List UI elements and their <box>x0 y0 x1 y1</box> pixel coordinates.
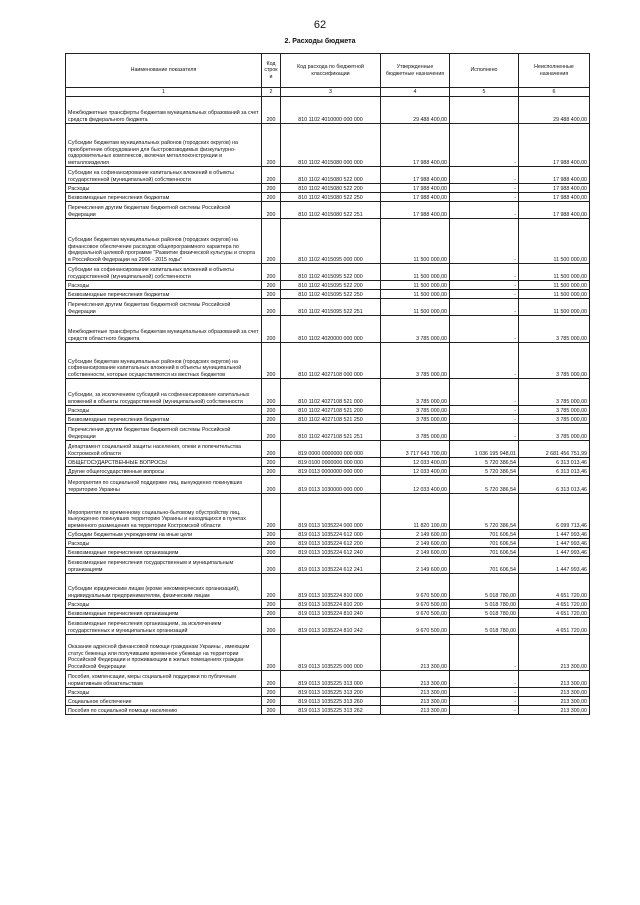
cell-approved: 3 785 000,00 <box>381 343 450 379</box>
cell-line-code: 200 <box>262 415 281 424</box>
header-classification-code: Код расхода по бюджетной классификации <box>281 54 381 88</box>
cell-approved: 9 670 500,00 <box>381 574 450 600</box>
table-row <box>66 316 590 343</box>
cell-classification-code: 819 0100 0000000 000 000 <box>281 458 381 467</box>
table-row <box>66 415 590 424</box>
cell-indicator-name: Расходы <box>66 600 262 609</box>
cell-indicator-name: Социальное обеспечение <box>66 697 262 706</box>
cell-classification-code: 819 0113 1035224 810 200 <box>281 600 381 609</box>
cell-approved: 17 988 400,00 <box>381 124 450 167</box>
cell-classification-code: 810 1102 4027108 521 251 <box>281 424 381 441</box>
cell-approved: 3 717 643 700,00 <box>381 441 450 458</box>
table-row <box>66 688 590 697</box>
cell-classification-code: 819 0113 1035225 000 000 <box>281 635 381 671</box>
cell-line-code: 200 <box>262 202 281 219</box>
cell-unexecuted: 1 447 993,46 <box>519 530 590 539</box>
cell-approved: 2 149 600,00 <box>381 557 450 574</box>
cell-executed: - <box>450 316 519 343</box>
cell-classification-code: 810 1102 4015095 000 000 <box>281 219 381 264</box>
cell-line-code: 200 <box>262 316 281 343</box>
cell-classification-code: 819 0113 1035225 313 262 <box>281 706 381 715</box>
cell-executed: 5 018 780,00 <box>450 600 519 609</box>
cell-approved: 3 785 000,00 <box>381 424 450 441</box>
cell-unexecuted: 3 785 000,00 <box>519 415 590 424</box>
cell-classification-code: 810 1102 4027108 521 250 <box>281 415 381 424</box>
cell-line-code: 200 <box>262 193 281 202</box>
table-row <box>66 184 590 193</box>
cell-unexecuted: 4 651 720,00 <box>519 618 590 635</box>
table-row <box>66 530 590 539</box>
cell-unexecuted: 17 988 400,00 <box>519 167 590 184</box>
cell-unexecuted: 3 785 000,00 <box>519 406 590 415</box>
cell-unexecuted: 6 313 013,46 <box>519 467 590 476</box>
table-row <box>66 379 590 406</box>
cell-classification-code: 810 1102 4015080 000 000 <box>281 124 381 167</box>
cell-approved: 213 300,00 <box>381 635 450 671</box>
header-executed: Исполнено <box>450 54 519 88</box>
cell-executed <box>450 97 519 124</box>
table-row <box>66 476 590 494</box>
cell-indicator-name: Пособия, компенсации, меры социальной поддержки по публичным нормативным обязательствам <box>66 671 262 688</box>
cell-unexecuted: 3 785 000,00 <box>519 379 590 406</box>
cell-indicator-name: Департамент социальной защиты населения, опеки и попечительства Костромской области <box>66 441 262 458</box>
cell-approved: 3 785 000,00 <box>381 379 450 406</box>
cell-classification-code: 819 0113 0000000 000 000 <box>281 467 381 476</box>
cell-executed: - <box>450 635 519 671</box>
cell-unexecuted: 11 500 000,00 <box>519 281 590 290</box>
cell-executed: 701 606,54 <box>450 548 519 557</box>
cell-line-code: 200 <box>262 706 281 715</box>
cell-indicator-name: Перечисления другим бюджетам бюджетной системы Российской Федерации <box>66 424 262 441</box>
header-indicator-name: Наименование показателя <box>66 54 262 88</box>
cell-classification-code: 810 1102 4015080 522 000 <box>281 167 381 184</box>
cell-line-code: 200 <box>262 557 281 574</box>
cell-indicator-name: Расходы <box>66 281 262 290</box>
table-row <box>66 202 590 219</box>
cell-indicator-name: Безвозмездные перечисления организациям <box>66 548 262 557</box>
cell-approved: 12 033 400,00 <box>381 458 450 467</box>
cell-executed: - <box>450 343 519 379</box>
cell-indicator-name: Субсидии на софинансирование капитальных вложений в объекты государственной (муниципальной) собственности <box>66 167 262 184</box>
cell-indicator-name: Безвозмездные перечисления организациям <box>66 609 262 618</box>
cell-line-code: 200 <box>262 671 281 688</box>
cell-approved: 11 500 000,00 <box>381 290 450 299</box>
cell-line-code: 200 <box>262 635 281 671</box>
cell-executed: 5 720 386,54 <box>450 458 519 467</box>
cell-indicator-name: Расходы <box>66 406 262 415</box>
cell-unexecuted: 2 681 456 751,99 <box>519 441 590 458</box>
cell-approved: 9 670 500,00 <box>381 609 450 618</box>
cell-executed: - <box>450 167 519 184</box>
cell-unexecuted: 11 500 000,00 <box>519 219 590 264</box>
cell-executed: - <box>450 415 519 424</box>
cell-approved: 2 149 600,00 <box>381 530 450 539</box>
cell-line-code: 200 <box>262 424 281 441</box>
cell-executed: - <box>450 281 519 290</box>
table-row <box>66 458 590 467</box>
cell-line-code: 200 <box>262 343 281 379</box>
table-row <box>66 124 590 167</box>
cell-executed: 5 018 780,00 <box>450 574 519 600</box>
cell-unexecuted: 29 488 400,00 <box>519 97 590 124</box>
header-unexecuted: Неисполненные назначения <box>519 54 590 88</box>
cell-classification-code: 819 0113 1035224 612 000 <box>281 530 381 539</box>
cell-line-code: 200 <box>262 618 281 635</box>
cell-line-code: 200 <box>262 548 281 557</box>
cell-line-code: 200 <box>262 476 281 494</box>
cell-executed: 5 720 386,54 <box>450 467 519 476</box>
table-row <box>66 618 590 635</box>
cell-approved: 213 300,00 <box>381 697 450 706</box>
cell-approved: 3 785 000,00 <box>381 406 450 415</box>
cell-approved: 17 988 400,00 <box>381 167 450 184</box>
cell-indicator-name: Субсидии бюджетным учреждениям на иные цели <box>66 530 262 539</box>
table-row <box>66 281 590 290</box>
cell-classification-code: 810 1102 4015095 522 251 <box>281 299 381 316</box>
cell-indicator-name: Безвозмездные перечисления бюджетам <box>66 193 262 202</box>
table-header <box>66 54 590 97</box>
cell-line-code: 200 <box>262 97 281 124</box>
cell-classification-code: 819 0113 1030000 000 000 <box>281 476 381 494</box>
cell-classification-code: 810 1102 4015080 522 200 <box>281 184 381 193</box>
cell-approved: 2 149 600,00 <box>381 548 450 557</box>
cell-classification-code: 819 0113 1035225 313 260 <box>281 697 381 706</box>
cell-unexecuted: 213 300,00 <box>519 706 590 715</box>
cell-unexecuted: 1 447 993,46 <box>519 548 590 557</box>
cell-classification-code: 819 0113 1035224 612 200 <box>281 539 381 548</box>
table-row <box>66 574 590 600</box>
table-row <box>66 600 590 609</box>
cell-executed: 701 606,54 <box>450 539 519 548</box>
cell-classification-code: 819 0113 1035224 612 241 <box>281 557 381 574</box>
cell-classification-code: 810 1102 4015095 522 250 <box>281 290 381 299</box>
cell-classification-code: 810 1102 4027108 521 200 <box>281 406 381 415</box>
cell-line-code: 200 <box>262 494 281 530</box>
cell-executed: - <box>450 124 519 167</box>
header-line-code: Код строк и <box>262 54 281 88</box>
cell-indicator-name: Расходы <box>66 688 262 697</box>
cell-line-code: 200 <box>262 167 281 184</box>
cell-approved: 12 033 400,00 <box>381 476 450 494</box>
cell-approved: 12 033 400,00 <box>381 467 450 476</box>
cell-line-code: 200 <box>262 264 281 281</box>
table-row <box>66 97 590 124</box>
cell-indicator-name: Межбюджетные трансферты бюджетам муниципальных образований за счет средств федерального бюджета <box>66 97 262 124</box>
table-row <box>66 424 590 441</box>
cell-executed: 701 606,54 <box>450 557 519 574</box>
cell-executed: - <box>450 671 519 688</box>
cell-classification-code: 810 1102 4015095 522 000 <box>281 264 381 281</box>
cell-indicator-name: Субсидии на софинансирование капитальных вложений в объекты государственной (муниципальной) собственности <box>66 264 262 281</box>
cell-approved: 213 300,00 <box>381 706 450 715</box>
cell-indicator-name: Пособия по социальной помощи населению <box>66 706 262 715</box>
cell-approved: 17 988 400,00 <box>381 184 450 193</box>
table-row <box>66 494 590 530</box>
cell-indicator-name: Другие общегосударственные вопросы <box>66 467 262 476</box>
cell-unexecuted: 213 300,00 <box>519 635 590 671</box>
cell-approved: 17 988 400,00 <box>381 193 450 202</box>
cell-classification-code: 819 0113 1035225 313 200 <box>281 688 381 697</box>
column-number: 3 <box>281 88 381 97</box>
table-row <box>66 671 590 688</box>
cell-unexecuted: 4 651 720,00 <box>519 574 590 600</box>
column-number-row <box>66 88 590 97</box>
cell-executed: - <box>450 697 519 706</box>
cell-classification-code: 819 0113 1035224 612 240 <box>281 548 381 557</box>
cell-classification-code: 810 1102 4020000 000 000 <box>281 316 381 343</box>
cell-approved: 2 149 600,00 <box>381 539 450 548</box>
cell-unexecuted: 11 500 000,00 <box>519 299 590 316</box>
cell-executed: - <box>450 299 519 316</box>
cell-approved: 11 500 000,00 <box>381 281 450 290</box>
cell-classification-code: 819 0113 1035224 000 000 <box>281 494 381 530</box>
cell-indicator-name: Оказание адресной финансовой помощи гражданам Украины , имеющим статус беженца или получившим временное убежище на территории Российской Федерации и проживающим в жилых помещениях граждан Российской Федерации <box>66 635 262 671</box>
table-row <box>66 299 590 316</box>
table-row <box>66 635 590 671</box>
table-row <box>66 548 590 557</box>
cell-line-code: 200 <box>262 219 281 264</box>
cell-unexecuted: 17 988 400,00 <box>519 193 590 202</box>
cell-line-code: 200 <box>262 530 281 539</box>
cell-line-code: 200 <box>262 406 281 415</box>
cell-executed: - <box>450 424 519 441</box>
cell-unexecuted: 213 300,00 <box>519 671 590 688</box>
cell-indicator-name: Безвозмездные перечисления государственным и муниципальным организациям <box>66 557 262 574</box>
column-number: 5 <box>450 88 519 97</box>
table-row <box>66 219 590 264</box>
table-row <box>66 557 590 574</box>
cell-unexecuted: 6 313 013,46 <box>519 476 590 494</box>
table-body <box>66 97 590 715</box>
cell-approved: 213 300,00 <box>381 671 450 688</box>
expenditure-table <box>65 53 590 715</box>
cell-line-code: 200 <box>262 609 281 618</box>
cell-classification-code: 810 1102 4010000 000 000 <box>281 97 381 124</box>
column-number: 1 <box>66 88 262 97</box>
table-row <box>66 343 590 379</box>
table-row <box>66 706 590 715</box>
cell-indicator-name: Субсидии, за исключением субсидий на софинансирование капитальных вложений в объекты государственной (муниципальной) собственности <box>66 379 262 406</box>
cell-line-code: 200 <box>262 688 281 697</box>
cell-unexecuted: 17 988 400,00 <box>519 202 590 219</box>
cell-indicator-name: Межбюджетные трансферты бюджетам муниципальных образований за счет средств областного бюджета <box>66 316 262 343</box>
cell-approved: 9 670 500,00 <box>381 618 450 635</box>
cell-unexecuted: 1 447 993,46 <box>519 557 590 574</box>
header-row <box>66 54 590 88</box>
cell-unexecuted: 11 500 000,00 <box>519 264 590 281</box>
cell-executed: - <box>450 184 519 193</box>
cell-indicator-name: Субсидии юридическим лицам (кроме некоммерческих организаций), индивидуальным предпринимателям, физическим лицам <box>66 574 262 600</box>
table-row <box>66 193 590 202</box>
cell-approved: 11 500 000,00 <box>381 219 450 264</box>
cell-line-code: 200 <box>262 290 281 299</box>
cell-indicator-name: Безвозмездные перечисления бюджетам <box>66 415 262 424</box>
cell-approved: 11 820 100,00 <box>381 494 450 530</box>
cell-executed: - <box>450 706 519 715</box>
cell-executed: - <box>450 290 519 299</box>
cell-line-code: 200 <box>262 697 281 706</box>
cell-line-code: 200 <box>262 124 281 167</box>
cell-unexecuted: 3 785 000,00 <box>519 316 590 343</box>
cell-line-code: 200 <box>262 379 281 406</box>
cell-classification-code: 810 1102 4027108 521 000 <box>281 379 381 406</box>
cell-indicator-name: Субсидии бюджетам муниципальных районов (городских округов) на финансовое обеспечение расходов общепрограммного характера по федеральной целевой программе "Развитие физической культуры и спорта в Российской Федерации на 2006 - 2015 годы" <box>66 219 262 264</box>
cell-classification-code: 819 0113 1035225 313 000 <box>281 671 381 688</box>
table-row <box>66 697 590 706</box>
cell-unexecuted: 11 500 000,00 <box>519 290 590 299</box>
cell-approved: 17 988 400,00 <box>381 202 450 219</box>
cell-executed: 5 018 780,00 <box>450 618 519 635</box>
cell-executed: - <box>450 202 519 219</box>
cell-indicator-name: Безвозмездные перечисления организациям, за исключением государственных и муниципальных организаций <box>66 618 262 635</box>
cell-executed: - <box>450 379 519 406</box>
cell-classification-code: 819 0113 1035224 810 240 <box>281 609 381 618</box>
cell-indicator-name: Расходы <box>66 184 262 193</box>
cell-unexecuted: 213 300,00 <box>519 697 590 706</box>
cell-line-code: 200 <box>262 600 281 609</box>
cell-executed: - <box>450 219 519 264</box>
cell-unexecuted: 17 988 400,00 <box>519 124 590 167</box>
cell-unexecuted: 4 651 720,00 <box>519 600 590 609</box>
cell-indicator-name: Безвозмездные перечисления бюджетам <box>66 290 262 299</box>
table-row <box>66 539 590 548</box>
cell-indicator-name: Субсидии бюджетам муниципальных районов (городских округов) на приобретение оборудования для быстровозводимых физкультурно-оздоровительных комплексов, включая металлоконструкции и металлоизделия <box>66 124 262 167</box>
cell-line-code: 200 <box>262 467 281 476</box>
cell-unexecuted: 3 785 000,00 <box>519 343 590 379</box>
cell-unexecuted: 3 785 000,00 <box>519 424 590 441</box>
table-row <box>66 609 590 618</box>
cell-line-code: 200 <box>262 281 281 290</box>
column-number: 2 <box>262 88 281 97</box>
cell-executed: - <box>450 406 519 415</box>
cell-line-code: 200 <box>262 441 281 458</box>
cell-unexecuted: 1 447 993,46 <box>519 539 590 548</box>
table-row <box>66 167 590 184</box>
cell-unexecuted: 6 313 013,46 <box>519 458 590 467</box>
cell-approved: 3 785 000,00 <box>381 415 450 424</box>
table-row <box>66 467 590 476</box>
cell-line-code: 200 <box>262 539 281 548</box>
cell-executed: - <box>450 264 519 281</box>
section-title: 2. Расходы бюджета <box>284 38 356 45</box>
cell-classification-code: 810 1102 4015095 522 200 <box>281 281 381 290</box>
cell-indicator-name: ОБЩЕГОСУДАРСТВЕННЫЕ ВОПРОСЫ <box>66 458 262 467</box>
cell-classification-code: 810 1102 4015080 522 250 <box>281 193 381 202</box>
cell-indicator-name: Мероприятия по социальной поддержке лиц, вынужденно покинувших территорию Украины <box>66 476 262 494</box>
cell-unexecuted: 213 300,00 <box>519 688 590 697</box>
table-row <box>66 441 590 458</box>
cell-classification-code: 819 0113 1035224 810 000 <box>281 574 381 600</box>
cell-approved: 29 488 400,00 <box>381 97 450 124</box>
cell-approved: 11 500 000,00 <box>381 264 450 281</box>
cell-executed: - <box>450 688 519 697</box>
column-number: 4 <box>381 88 450 97</box>
cell-line-code: 200 <box>262 458 281 467</box>
cell-indicator-name: Расходы <box>66 539 262 548</box>
cell-unexecuted: 17 988 400,00 <box>519 184 590 193</box>
table-row <box>66 290 590 299</box>
cell-line-code: 200 <box>262 574 281 600</box>
cell-executed: 5 720 386,54 <box>450 476 519 494</box>
cell-executed: 5 018 780,00 <box>450 609 519 618</box>
cell-approved: 213 300,00 <box>381 688 450 697</box>
cell-indicator-name: Перечисления другим бюджетам бюджетной системы Российской Федерации <box>66 202 262 219</box>
cell-approved: 11 500 000,00 <box>381 299 450 316</box>
cell-line-code: 200 <box>262 299 281 316</box>
cell-executed: - <box>450 193 519 202</box>
cell-executed: 5 720 386,54 <box>450 494 519 530</box>
page-number: 62 <box>313 19 327 31</box>
cell-executed: 701 606,54 <box>450 530 519 539</box>
cell-classification-code: 819 0113 1035224 810 242 <box>281 618 381 635</box>
cell-approved: 3 785 000,00 <box>381 316 450 343</box>
cell-indicator-name: Перечисления другим бюджетам бюджетной системы Российской Федерации <box>66 299 262 316</box>
cell-executed: 1 036 195 948,01 <box>450 441 519 458</box>
table-row <box>66 264 590 281</box>
cell-classification-code: 810 1102 4015080 522 251 <box>281 202 381 219</box>
cell-unexecuted: 4 651 720,00 <box>519 609 590 618</box>
cell-approved: 9 670 500,00 <box>381 600 450 609</box>
table-row <box>66 406 590 415</box>
cell-indicator-name: Мероприятия по временному социально-бытовому обустройству лиц, вынужденно покинувших территорию Украины и находящихся в пунктах временного размещения на территории Костромской области <box>66 494 262 530</box>
column-number: 6 <box>519 88 590 97</box>
cell-classification-code: 810 1102 4027108 000 000 <box>281 343 381 379</box>
cell-classification-code: 819 0000 0000000 000 000 <box>281 441 381 458</box>
cell-line-code: 200 <box>262 184 281 193</box>
header-approved: Утвержденные бюджетные назначения <box>381 54 450 88</box>
cell-indicator-name: Субсидии бюджетам муниципальных районов (городских округов) на софинансирование капитальных вложений в объекты муниципальной собственности, которые осуществляются из местных бюджетов <box>66 343 262 379</box>
cell-unexecuted: 6 099 713,46 <box>519 494 590 530</box>
